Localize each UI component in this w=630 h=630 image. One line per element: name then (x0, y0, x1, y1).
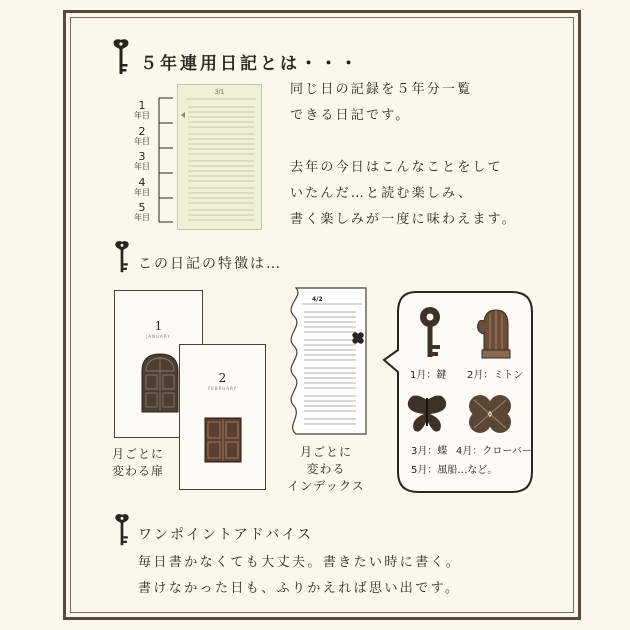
cabinet-door-icon (204, 417, 242, 463)
mitten-motif-icon (476, 308, 514, 360)
arched-door-icon (141, 353, 179, 413)
year-label-3: 3 年目 (134, 150, 150, 171)
index-page-date: 4/2 (312, 296, 323, 303)
s1-line-4: 去年の今日はこんなことをして (290, 160, 503, 175)
index-label-line-3: インデックス (287, 479, 365, 493)
motif-label-key: 1月：鍵 (410, 370, 447, 381)
s1-line-5: いたんだ…と読む楽しみ、 (290, 186, 474, 201)
key-icon (112, 513, 132, 547)
butterfly-motif-icon (404, 390, 450, 436)
index-label-line-2: 変わる (306, 462, 346, 476)
diary-page-date: 3/1 (214, 89, 225, 96)
door-card-2-month: FEBRUARY (208, 386, 237, 391)
section3-title: ワンポイントアドバイス (138, 527, 314, 543)
year-label-4: 4 年目 (134, 176, 150, 197)
index-page-image (282, 286, 368, 436)
door-card-1-month: JANUARY (146, 334, 171, 339)
door-card-february (179, 344, 266, 490)
motif-label-balloon: 5月：風船…など。 (411, 465, 498, 476)
section3-text (138, 550, 461, 602)
door-label-line-2: 変わる扉 (112, 464, 165, 478)
motif-label-clover: 4月：クローバー (456, 446, 532, 457)
diary-page-lines (178, 85, 261, 229)
door-card-1-number: 1 (154, 319, 163, 333)
section1-title: ５年連用日記とは・・・ (140, 54, 360, 74)
clover-motif-icon (464, 392, 516, 436)
door-feature-label (112, 444, 168, 482)
s1-line-2: できる日記です。 (290, 108, 411, 123)
s3-line-2: 書けなかった日も、ふりかえれば思い出です。 (138, 581, 461, 596)
s1-line-1: 同じ日の記録を５年分一覧 (290, 82, 473, 97)
index-label-line-1: 月ごとに (299, 445, 352, 459)
s1-line-6: 書く楽しみが一度に味わえます。 (290, 212, 517, 227)
s1-line-blank (290, 129, 517, 155)
door-card-2-number: 2 (218, 371, 227, 385)
diary-page-image (177, 84, 262, 230)
year-bracket (155, 96, 177, 226)
key-icon (110, 38, 132, 76)
key-motif-icon (413, 305, 447, 361)
motif-label-mitten: 2月：ミトン (467, 370, 524, 381)
year-label-2: 2 年目 (134, 125, 150, 146)
s3-line-1: 毎日書かなくても大丈夫。書きたい時に書く。 (138, 555, 462, 570)
section1-text (290, 77, 517, 233)
door-label-line-1: 月ごとに (112, 447, 165, 461)
motif-label-butterfly: 3月：蝶 (411, 446, 448, 457)
year-label-1: 1 年目 (134, 99, 150, 120)
year-label-5: 5 年目 (134, 201, 150, 222)
section2-title: この日記の特徴は… (138, 256, 282, 272)
index-feature-label (280, 444, 372, 495)
key-icon (112, 240, 132, 274)
